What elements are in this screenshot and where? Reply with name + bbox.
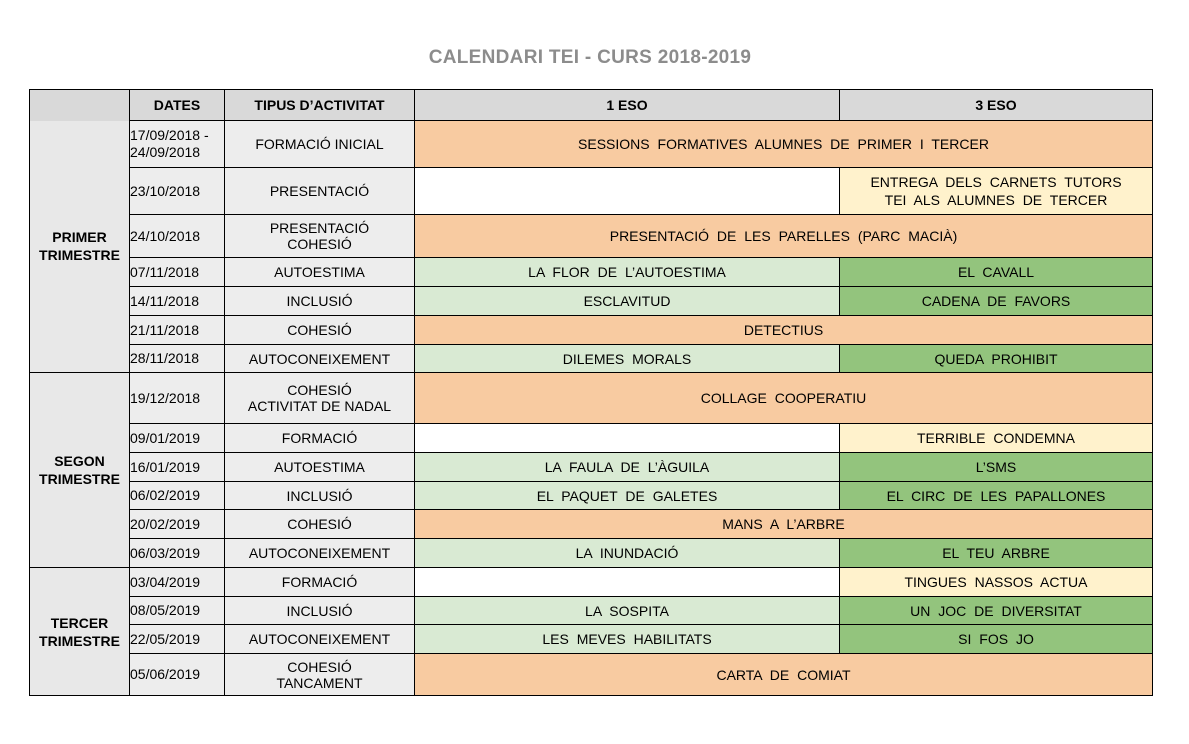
date-cell: 03/04/2019 — [130, 568, 225, 597]
table-row — [30, 597, 1153, 625]
type-cell: FORMACIÓ INICIAL — [225, 121, 415, 168]
eso1-activity-cell: LA INUNDACIÓ — [415, 539, 840, 568]
date-cell: 05/06/2019 — [130, 654, 225, 696]
eso1-activity-cell: LA FAULA DE L’ÀGUILA — [415, 453, 840, 482]
type-cell: FORMACIÓ — [225, 568, 415, 597]
eso3-activity-cell: CADENA DE FAVORS — [840, 287, 1153, 316]
table-row — [30, 168, 1153, 215]
eso1-activity-cell: DILEMES MORALS — [415, 345, 840, 373]
type-cell: AUTOCONEIXEMENT — [225, 345, 415, 373]
header-1eso: 1 ESO — [415, 90, 840, 121]
table-row — [30, 316, 1153, 345]
corner-cell — [30, 90, 130, 121]
eso3-activity-cell: TINGUES NASSOS ACTUA — [840, 568, 1153, 597]
eso3-activity-cell: EL CIRC DE LES PAPALLONES — [840, 482, 1153, 510]
date-cell: 23/10/2018 — [130, 168, 225, 215]
eso3-activity-cell: EL TEU ARBRE — [840, 539, 1153, 568]
date-cell: 28/11/2018 — [130, 345, 225, 373]
eso3-activity-cell: SI FOS JO — [840, 625, 1153, 654]
date-cell: 09/01/2019 — [130, 424, 225, 453]
date-cell: 16/01/2019 — [130, 453, 225, 482]
header-tipus: TIPUS D’ACTIVITAT — [225, 90, 415, 121]
eso3-activity-cell: QUEDA PROHIBIT — [840, 345, 1153, 373]
eso1-activity-cell: LA FLOR DE L’AUTOESTIMA — [415, 258, 840, 287]
table-row — [30, 654, 1153, 696]
table-row — [30, 539, 1153, 568]
type-cell: AUTOCONEIXEMENT — [225, 539, 415, 568]
date-cell: 20/02/2019 — [130, 510, 225, 539]
type-cell: PRESENTACIÓ — [225, 168, 415, 215]
type-cell: INCLUSIÓ — [225, 597, 415, 625]
header-3eso: 3 ESO — [840, 90, 1153, 121]
type-cell: AUTOCONEIXEMENT — [225, 625, 415, 654]
date-cell: 14/11/2018 — [130, 287, 225, 316]
eso1-activity-cell — [415, 424, 840, 453]
type-cell: INCLUSIÓ — [225, 482, 415, 510]
header-row — [30, 90, 1153, 121]
table-row — [30, 453, 1153, 482]
eso1-activity-cell: LES MEVES HABILITATS — [415, 625, 840, 654]
type-cell: PRESENTACIÓ COHESIÓ — [225, 215, 415, 258]
header-dates: DATES — [130, 90, 225, 121]
date-cell: 08/05/2019 — [130, 597, 225, 625]
date-cell: 06/03/2019 — [130, 539, 225, 568]
table-row — [30, 345, 1153, 373]
date-cell: 17/09/2018 - 24/09/2018 — [130, 121, 225, 168]
table-row — [30, 215, 1153, 258]
type-cell: INCLUSIÓ — [225, 287, 415, 316]
calendar-table — [29, 89, 1153, 696]
date-cell: 19/12/2018 — [130, 373, 225, 424]
table-row — [30, 510, 1153, 539]
type-cell: COHESIÓ ACTIVITAT DE NADAL — [225, 373, 415, 424]
type-cell: COHESIÓ TANCAMENT — [225, 654, 415, 696]
type-cell: COHESIÓ — [225, 316, 415, 345]
eso3-activity-cell: UN JOC DE DIVERSITAT — [840, 597, 1153, 625]
trimester-label: TERCER TRIMESTRE — [30, 568, 130, 696]
shared-activity-cell: DETECTIUS — [415, 316, 1153, 345]
table-row — [30, 258, 1153, 287]
table-row — [30, 625, 1153, 654]
shared-activity-cell: MANS A L’ARBRE — [415, 510, 1153, 539]
date-cell: 06/02/2019 — [130, 482, 225, 510]
type-cell: AUTOESTIMA — [225, 453, 415, 482]
eso1-activity-cell: LA SOSPITA — [415, 597, 840, 625]
eso3-activity-cell: ENTREGA DELS CARNETS TUTORS TEI ALS ALUMNES DE TERCER — [840, 168, 1153, 215]
table-row — [30, 568, 1153, 597]
date-cell: 24/10/2018 — [130, 215, 225, 258]
type-cell: COHESIÓ — [225, 510, 415, 539]
eso1-activity-cell — [415, 168, 840, 215]
date-cell: 22/05/2019 — [130, 625, 225, 654]
shared-activity-cell: CARTA DE COMIAT — [415, 654, 1153, 696]
table-row — [30, 121, 1153, 168]
table-row — [30, 424, 1153, 453]
eso3-activity-cell: L’SMS — [840, 453, 1153, 482]
page-title: CALENDARI TEI - CURS 2018-2019 — [428, 47, 752, 68]
type-cell: AUTOESTIMA — [225, 258, 415, 287]
shared-activity-cell: SESSIONS FORMATIVES ALUMNES DE PRIMER I TERCER — [415, 121, 1153, 168]
table-row — [30, 373, 1153, 424]
trimester-label: SEGON TRIMESTRE — [30, 373, 130, 568]
table-row — [30, 482, 1153, 510]
eso3-activity-cell: EL CAVALL — [840, 258, 1153, 287]
eso1-activity-cell — [415, 568, 840, 597]
eso3-activity-cell: TERRIBLE CONDEMNA — [840, 424, 1153, 453]
type-cell: FORMACIÓ — [225, 424, 415, 453]
eso1-activity-cell: EL PAQUET DE GALETES — [415, 482, 840, 510]
eso1-activity-cell: ESCLAVITUD — [415, 287, 840, 316]
table-row — [30, 287, 1153, 316]
trimester-label: PRIMER TRIMESTRE — [30, 121, 130, 373]
shared-activity-cell: PRESENTACIÓ DE LES PARELLES (PARC MACIÀ) — [415, 215, 1153, 258]
date-cell: 07/11/2018 — [130, 258, 225, 287]
shared-activity-cell: COLLAGE COOPERATIU — [415, 373, 1153, 424]
date-cell: 21/11/2018 — [130, 316, 225, 345]
